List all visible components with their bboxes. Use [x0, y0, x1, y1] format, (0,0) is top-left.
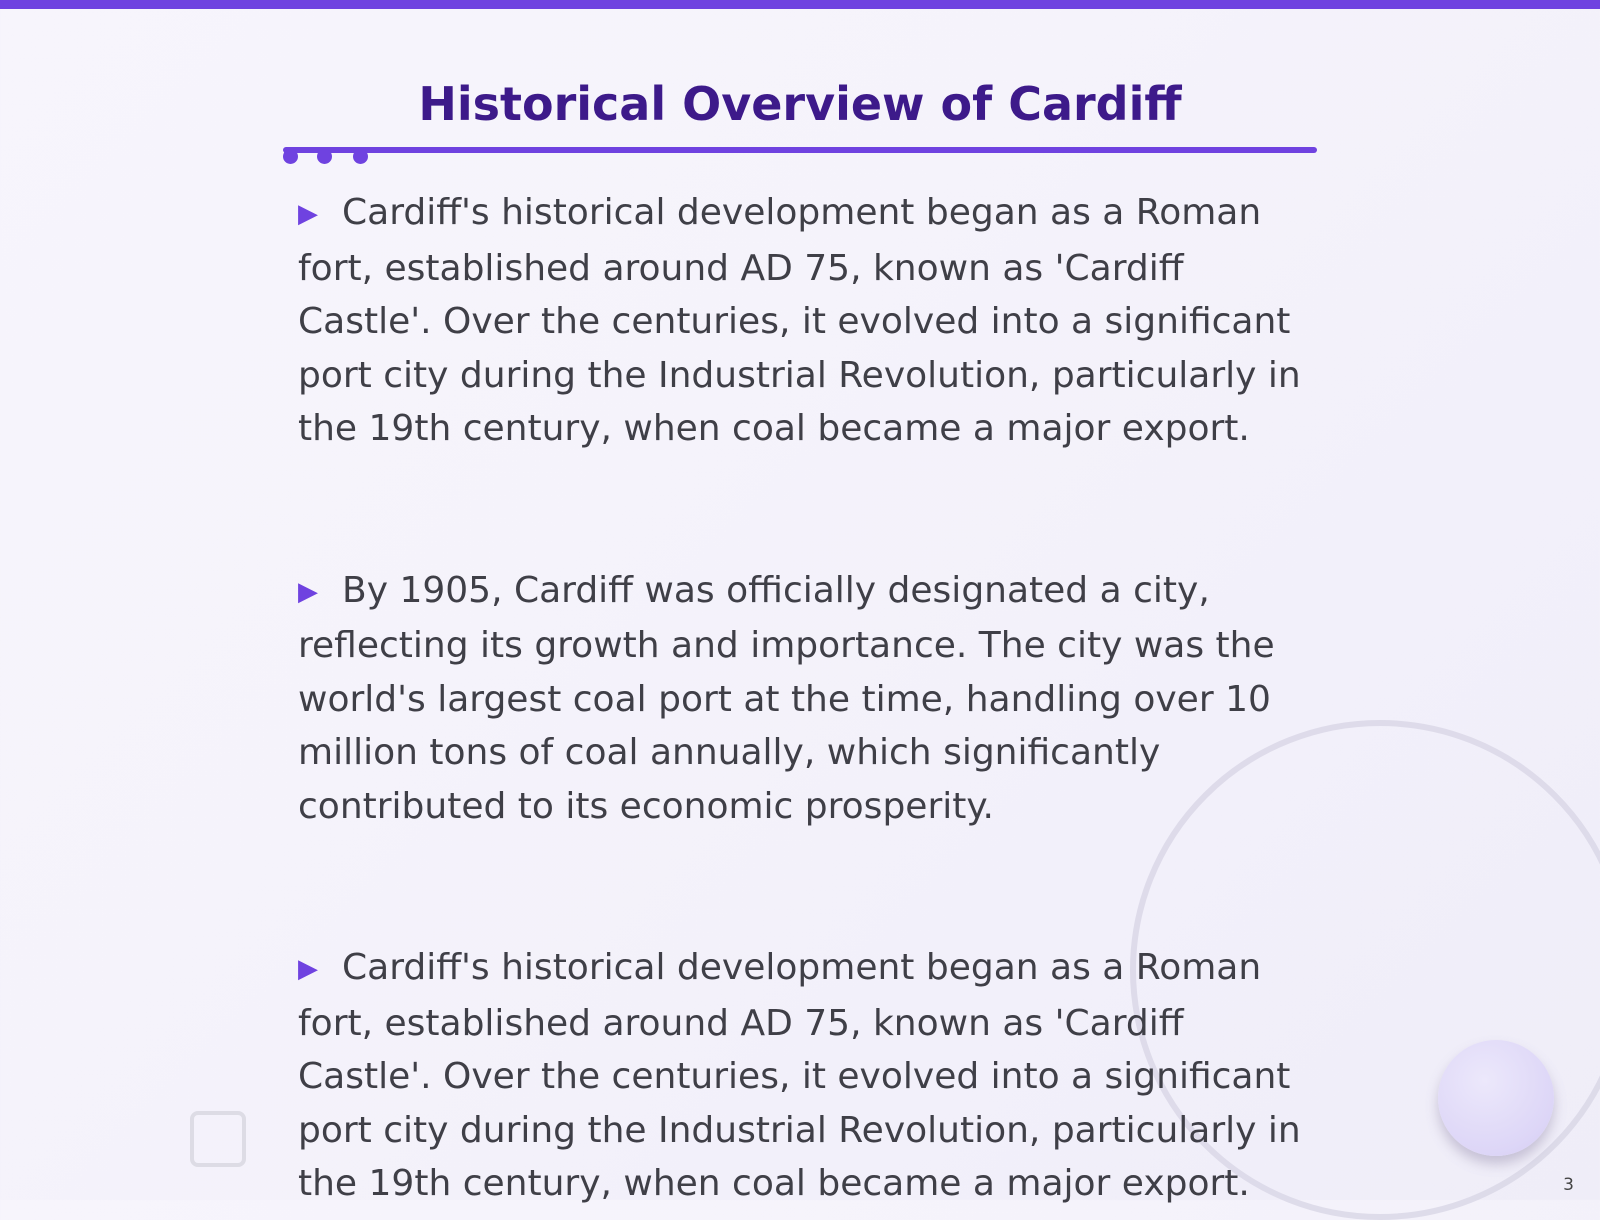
bullet-item	[298, 941, 1308, 1211]
bullet-item	[298, 186, 1308, 456]
bullet-arrow-icon: ▶	[298, 576, 318, 607]
top-accent-bar	[0, 0, 1600, 9]
title-dots	[283, 149, 393, 169]
bullet-arrow-icon: ▶	[298, 199, 318, 229]
bullet-list	[298, 186, 1308, 1211]
dot	[283, 149, 298, 164]
bullet-text: Cardiff's historical development began as a Roman fort, established around AD 75, known as 'Cardiff Castle'. Over the centuries, it evolved into a significant port city during the Industrial Revolution, particularly in the 19th century, when coal became a major export.	[298, 947, 1301, 1204]
dot	[353, 149, 368, 164]
decorative-disc	[1438, 1040, 1554, 1156]
bullet-text: By 1905, Cardiff was officially designated a city, reflecting its growth and importance. The city was the world's largest coal port at the time, handling over 10 million tons of coal annually, which significantly contributed to its economic prosperity.	[298, 569, 1275, 827]
decorative-square	[190, 1111, 246, 1167]
bullet-text: Cardiff's historical development began as a Roman fort, established around AD 75, known as 'Cardiff Castle'. Over the centuries, it evolved into a significant port city during the Industrial Revolution, particularly in the 19th century, when coal became a major export.	[298, 192, 1301, 449]
slide-title: Historical Overview of Cardiff	[418, 77, 1182, 131]
bullet-arrow-icon: ▶	[298, 954, 318, 984]
title-underline	[283, 147, 1317, 153]
page-number: 3	[1563, 1175, 1574, 1195]
dot	[317, 149, 332, 164]
bullet-item	[298, 564, 1308, 834]
